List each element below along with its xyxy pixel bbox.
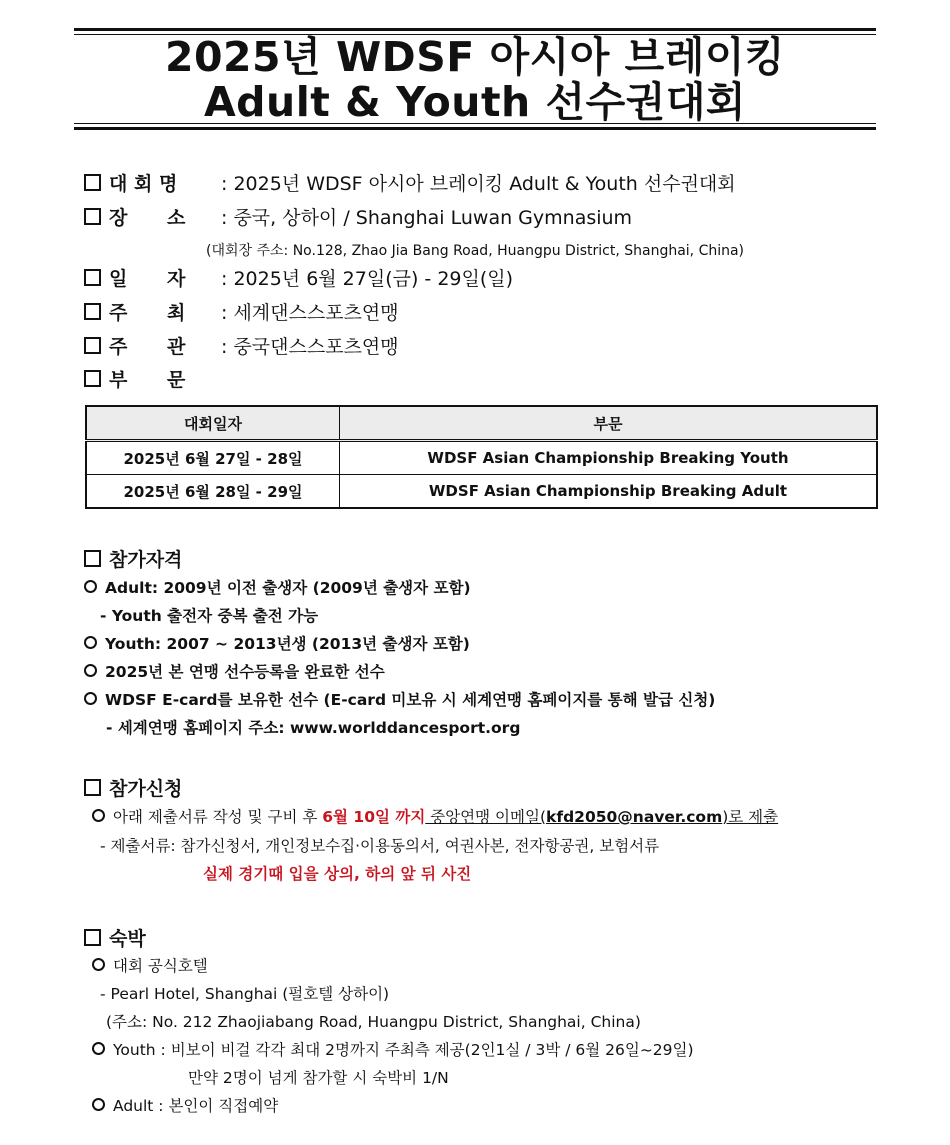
table-row — [86, 475, 877, 509]
info-label: 부 문 — [109, 369, 186, 391]
list-item-text: Adult : 본인이 직접예약 — [113, 1097, 279, 1115]
title-line-1: 2025년 WDSF 아시아 브레이킹 — [164, 33, 786, 81]
table-header-division: 부문 — [340, 406, 878, 441]
checkbox-square-icon — [84, 208, 101, 225]
checkbox-square-icon — [84, 337, 101, 354]
application-line-1 — [92, 806, 778, 828]
section-heading-application — [84, 774, 182, 801]
list-item-text: WDSF E-card를 보유한 선수 (E-card 미보유 시 세계연맹 홈페이지를 통해 발급 신청) — [105, 691, 716, 709]
circle-bullet-icon — [84, 580, 97, 593]
info-venue — [84, 205, 632, 231]
checkbox-square-icon — [84, 269, 101, 286]
circle-bullet-icon — [84, 636, 97, 649]
circle-bullet-icon — [92, 958, 105, 971]
table-cell-division: WDSF Asian Championship Breaking Adult — [340, 475, 878, 509]
list-item-text: 대회 공식호텔 — [113, 957, 208, 975]
info-organizer — [84, 334, 399, 360]
info-host — [84, 300, 399, 326]
title-box — [74, 28, 876, 130]
list-item: 만약 2명이 넘게 참가할 시 숙박비 1/N — [188, 1069, 449, 1087]
info-label: 주 관 — [109, 336, 186, 358]
list-item: - Youth 출전자 중복 출전 가능 — [100, 607, 319, 625]
table-row — [86, 441, 877, 475]
info-value: : 중국댄스스포츠연맹 — [221, 336, 399, 358]
info-label: 장 소 — [109, 207, 186, 229]
info-label: 대 회 명 — [109, 173, 178, 195]
section-heading-eligibility — [84, 545, 182, 572]
info-division — [84, 367, 221, 393]
list-item — [84, 577, 471, 599]
table-cell-division: WDSF Asian Championship Breaking Youth — [340, 441, 878, 475]
venue-address-note: (대회장 주소: No.128, Zhao Jia Bang Road, Huangpu District, Shanghai, China) — [206, 243, 745, 259]
info-value: : 중국, 상하이 / Shanghai Luwan Gymnasium — [221, 207, 633, 229]
list-item: (주소: No. 212 Zhaojiabang Road, Huangpu District, Shanghai, China) — [106, 1013, 641, 1031]
list-item-text: 2025년 본 연맹 선수등록을 완료한 선수 — [105, 663, 385, 681]
info-value: : 세계댄스스포츠연맹 — [221, 302, 399, 324]
checkbox-square-icon — [84, 550, 101, 567]
circle-bullet-icon — [92, 1042, 105, 1055]
application-text: 중앙연맹 이메일( — [425, 808, 547, 826]
list-item — [84, 661, 385, 683]
deadline-highlight: 6월 10일 까지 — [322, 808, 426, 826]
info-label: 일 자 — [109, 268, 186, 290]
table-cell-date: 2025년 6월 27일 - 28일 — [86, 441, 340, 475]
email-address: kfd2050@naver.com — [546, 808, 723, 826]
circle-bullet-icon — [92, 809, 105, 822]
table-cell-date: 2025년 6월 28일 - 29일 — [86, 475, 340, 509]
circle-bullet-icon — [84, 664, 97, 677]
checkbox-square-icon — [84, 779, 101, 796]
list-item-text: Youth : 비보이 비걸 각각 최대 2명까지 주최측 제공(2인1실 / 3박 / 6월 26일~29일) — [113, 1041, 694, 1059]
info-value: : 2025년 6월 27일(금) - 29일(일) — [221, 268, 514, 290]
list-item — [92, 1095, 278, 1117]
info-label: 주 최 — [109, 302, 186, 324]
list-item-text: Youth: 2007 ~ 2013년생 (2013년 출생자 포함) — [105, 635, 470, 653]
list-item: - Pearl Hotel, Shanghai (펄호텔 상하이) — [100, 985, 390, 1003]
application-line-3: 실제 경기때 입을 상의, 하의 앞 뒤 사진 — [203, 865, 472, 883]
section-title: 숙박 — [109, 928, 146, 950]
checkbox-square-icon — [84, 174, 101, 191]
list-item — [84, 689, 715, 711]
circle-bullet-icon — [84, 692, 97, 705]
info-event-name — [84, 171, 736, 197]
list-item-text: Adult: 2009년 이전 출생자 (2009년 출생자 포함) — [105, 579, 471, 597]
section-title: 참가신청 — [109, 778, 183, 800]
checkbox-square-icon — [84, 370, 101, 387]
info-value: : 2025년 WDSF 아시아 브레이킹 Adult & Youth 선수권대회 — [221, 173, 736, 195]
section-heading-lodging — [84, 924, 146, 951]
section-title: 참가자격 — [109, 549, 183, 571]
title-line-2: Adult & Youth 선수권대회 — [203, 78, 747, 126]
list-item — [84, 633, 470, 655]
checkbox-square-icon — [84, 303, 101, 320]
list-item — [92, 1039, 694, 1061]
application-text: 아래 제출서류 작성 및 구비 후 — [113, 808, 323, 826]
list-item: - 세계연맹 홈페이지 주소: www.worlddancesport.org — [106, 719, 521, 737]
circle-bullet-icon — [92, 1098, 105, 1111]
table-header-date: 대회일자 — [86, 406, 340, 441]
list-item — [92, 955, 208, 977]
application-text: )로 제출 — [722, 808, 779, 826]
table-header-row — [86, 406, 877, 441]
info-date — [84, 266, 513, 292]
application-line-2: - 제출서류: 참가신청서, 개인정보수집·이용동의서, 여권사본, 전자항공권, 보험서류 — [100, 837, 660, 855]
division-table — [85, 405, 878, 509]
checkbox-square-icon — [84, 929, 101, 946]
